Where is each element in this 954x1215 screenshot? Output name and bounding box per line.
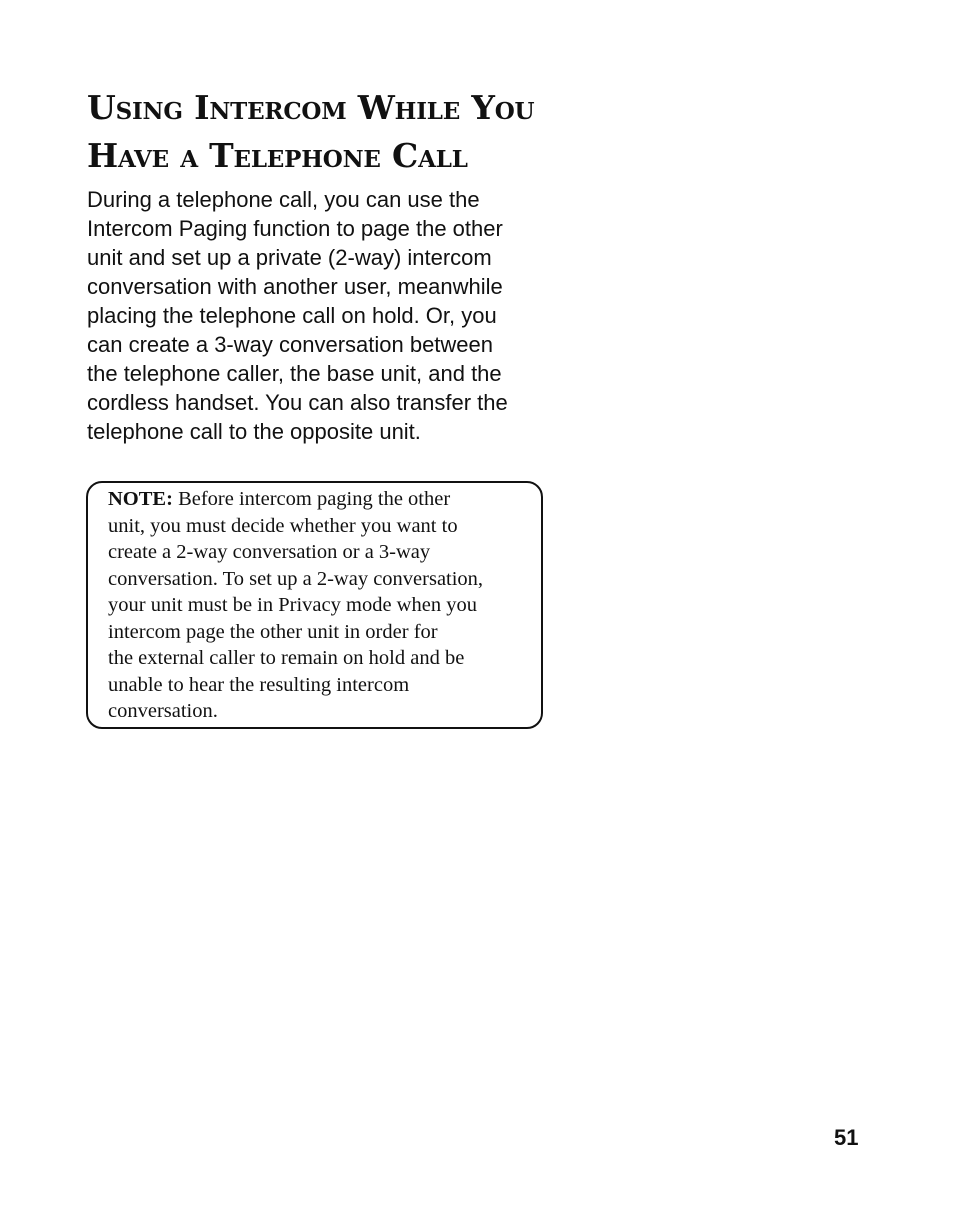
note-line: conversation. To set up a 2-way conversation, — [108, 567, 484, 590]
body-line: can create a 3-way conversation between — [87, 332, 494, 357]
note-text — [108, 486, 538, 725]
body-line: conversation with another user, meanwhile — [87, 274, 503, 299]
note-line: intercom page the other unit in order for — [108, 620, 438, 643]
page-number: 51 — [834, 1125, 859, 1150]
note-line: the external caller to remain on hold and be — [108, 647, 465, 669]
note-line: your unit must be in Privacy mode when you — [108, 594, 477, 616]
body-line: telephone call to the opposite unit. — [87, 419, 421, 444]
heading-line: Have a Telephone Call — [87, 136, 468, 175]
note-label: NOTE: — [108, 488, 173, 510]
note-first-line — [108, 486, 538, 513]
note-line: unit, you must decide whether you want to — [108, 514, 458, 537]
body-line: placing the telephone call on hold. Or, you — [87, 303, 497, 328]
note-first-line-text: Before intercom paging the other — [172, 488, 451, 510]
note-line: unable to hear the resulting intercom — [108, 673, 410, 696]
body-line: Intercom Paging function to page the other — [87, 216, 503, 241]
body-paragraph — [87, 185, 557, 446]
note-line: create a 2-way conversation or a 3-way — [108, 541, 431, 563]
body-line: the telephone caller, the base unit, and the — [87, 361, 502, 386]
body-line: cordless handset. You can also transfer the — [87, 390, 508, 415]
note-line: conversation. — [108, 700, 218, 722]
body-line: During a telephone call, you can use the — [87, 187, 480, 212]
heading-line: Using Intercom While You — [87, 88, 535, 127]
body-line: unit and set up a private (2-way) intercom — [87, 245, 492, 270]
section-heading — [87, 84, 567, 180]
